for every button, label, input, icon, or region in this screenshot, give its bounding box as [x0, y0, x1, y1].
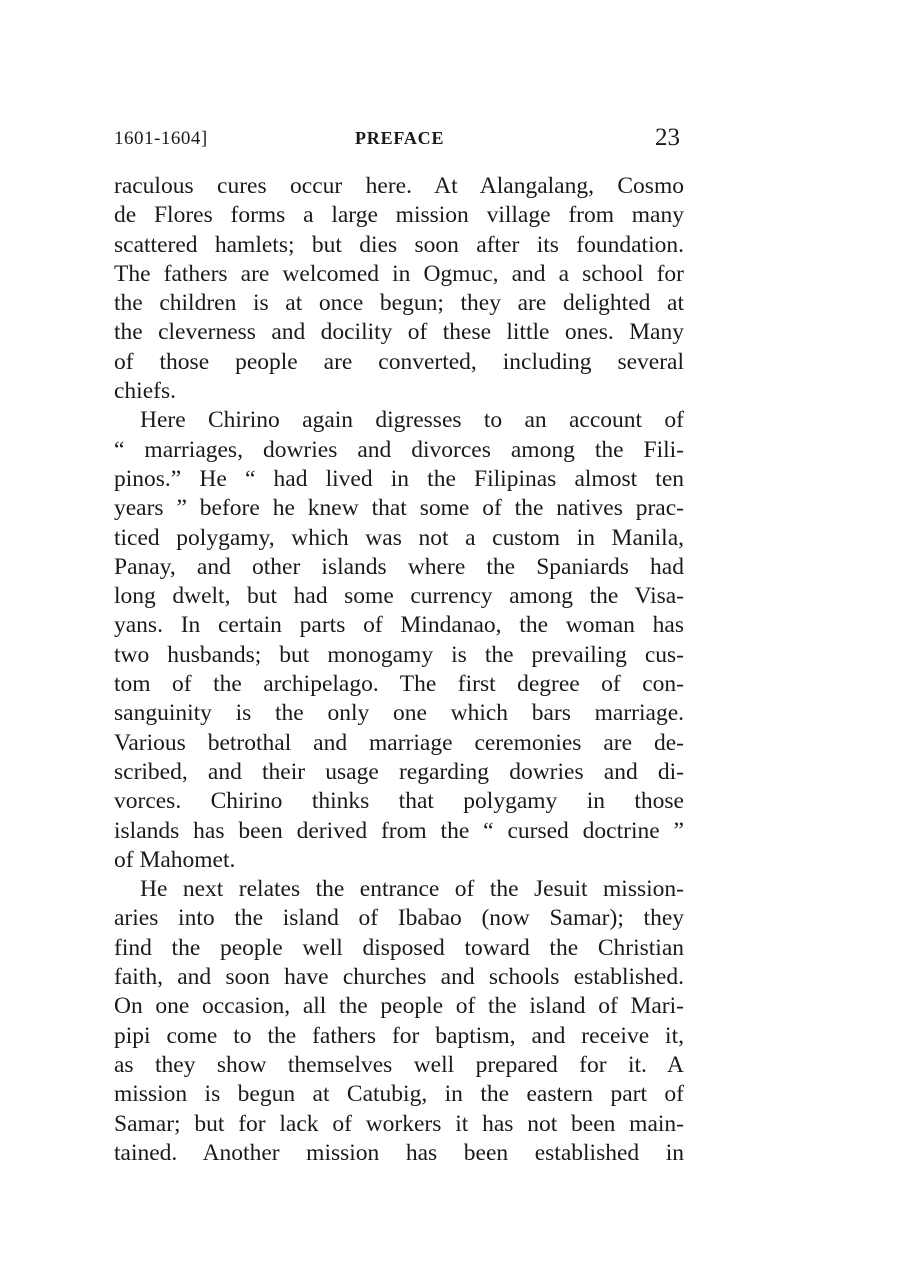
- text-line: find the people well disposed toward the Christian: [114, 934, 684, 961]
- text-line: the children is at once begun; they are delighted at: [114, 290, 684, 317]
- page-title: PREFACE: [355, 128, 445, 148]
- text-line: sanguinity is the only one which bars marriage.: [114, 700, 684, 727]
- text-line: The fathers are welcomed in Ogmuc, and a school for: [114, 260, 684, 287]
- text-line: long dwelt, but had some currency among the Visa-: [114, 583, 684, 610]
- text-line: Here Chirino again digresses to an account of: [140, 407, 684, 434]
- text-line: scribed, and their usage regarding dowries and di-: [114, 758, 684, 785]
- text-line: Panay, and other islands where the Spaniards had: [114, 553, 684, 580]
- text-line: He next relates the entrance of the Jesuit mission-: [140, 876, 684, 903]
- text-line: pipi come to the fathers for baptism, and receive it,: [114, 1022, 684, 1049]
- text-line: Samar; but for lack of workers it has not been main-: [114, 1110, 684, 1137]
- text-line: scattered hamlets; but dies soon after its foundation.: [114, 231, 684, 258]
- body-text: [114, 172, 684, 1168]
- text-line: as they show themselves well prepared for it. A: [114, 1051, 684, 1078]
- text-line: pinos.” He “ had lived in the Filipinas almost ten: [114, 465, 684, 492]
- text-line: of those people are converted, including several: [114, 348, 684, 375]
- text-line: islands has been derived from the “ cursed doctrine ”: [114, 817, 684, 844]
- text-line: years ” before he knew that some of the natives prac-: [114, 495, 684, 522]
- running-head: [114, 124, 682, 154]
- text-line: raculous cures occur here. At Alangalang, Cosmo: [114, 173, 684, 199]
- text-line: Various betrothal and marriage ceremonies are de-: [114, 729, 684, 756]
- text-line: two husbands; but monogamy is the prevailing cus-: [114, 641, 684, 668]
- text-line: tom of the archipelago. The first degree of con-: [114, 671, 684, 698]
- text-line: aries into the island of Ibabao (now Samar); they: [114, 905, 684, 932]
- text-line: vorces. Chirino thinks that polygamy in those: [114, 788, 684, 815]
- text-line: tained. Another mission has been established in: [114, 1139, 684, 1166]
- text-line: yans. In certain parts of Mindanao, the woman has: [114, 612, 684, 639]
- text-line: ticed polygamy, which was not a custom in Manila,: [114, 524, 684, 551]
- text-line: de Flores forms a large mission village from many: [114, 202, 684, 229]
- date-range: 1601-1604]: [114, 128, 208, 149]
- text-line: On one occasion, all the people of the island of Mari-: [114, 993, 684, 1020]
- text-line: of Mahomet.: [114, 846, 236, 873]
- text-line: chiefs.: [114, 378, 176, 405]
- text-line: mission is begun at Catubig, in the eastern part of: [114, 1081, 684, 1108]
- text-line: “ marriages, dowries and divorces among the Fili-: [114, 436, 684, 463]
- text-line: faith, and soon have churches and schools established.: [114, 964, 684, 991]
- text-line: the cleverness and docility of these little ones. Many: [114, 319, 684, 346]
- page-number: 23: [655, 124, 680, 151]
